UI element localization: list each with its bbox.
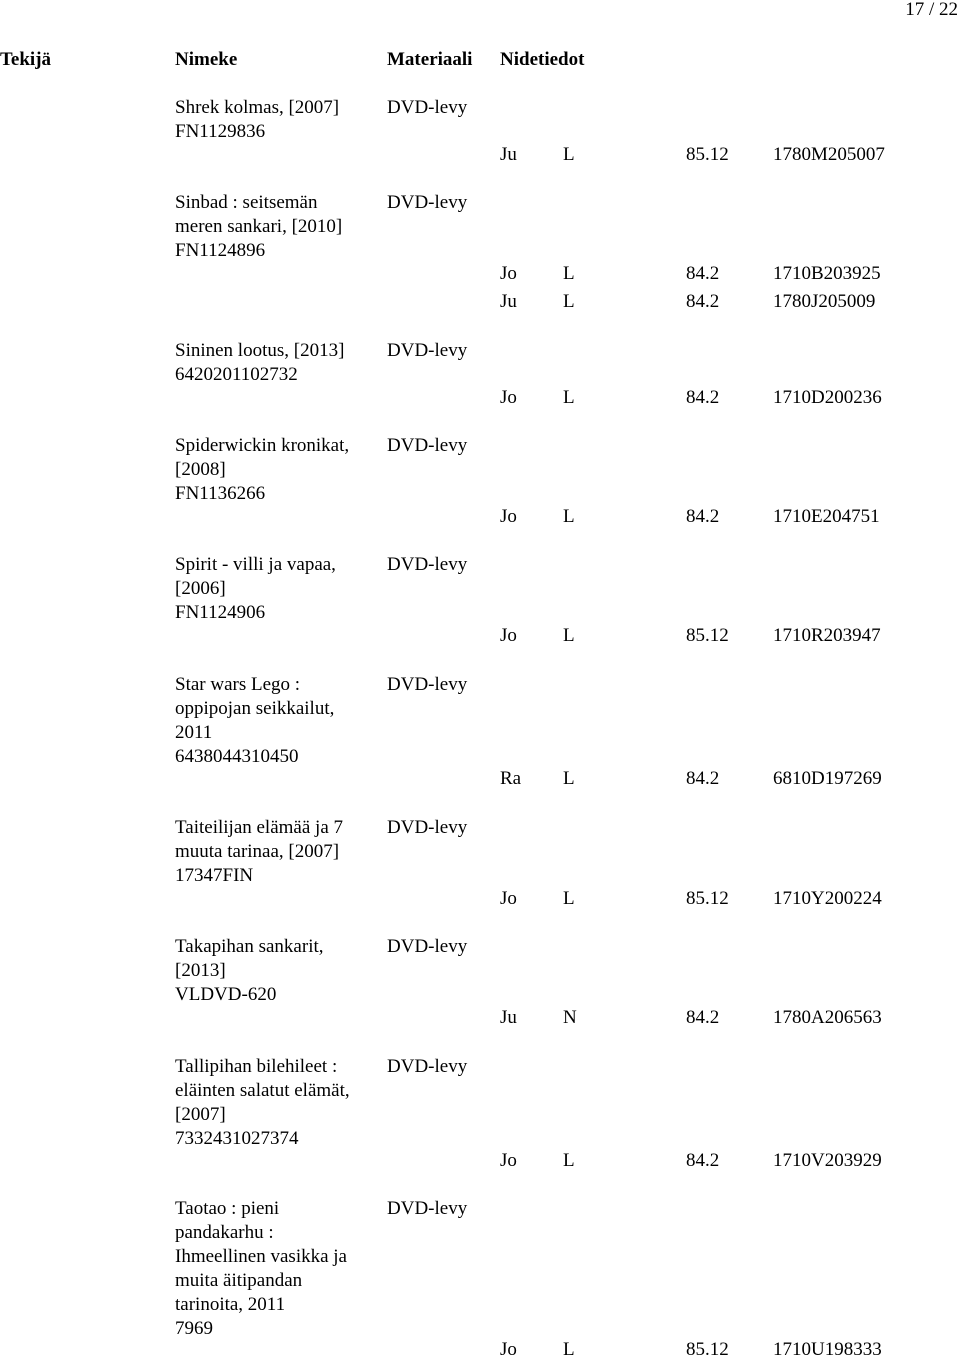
title-line: muita äitipandan <box>175 1270 303 1291</box>
title-line: tarinoita, 2011 <box>175 1294 286 1315</box>
title-line: muuta tarinaa, [2007] <box>175 841 340 862</box>
title-line: meren sankari, [2010] <box>175 216 343 237</box>
copy-loan: L <box>563 263 575 284</box>
title-line: Star wars Lego : <box>175 674 301 695</box>
copy-class: 85.12 <box>686 888 729 909</box>
copy-loan: N <box>563 1007 577 1028</box>
title-line: Takapihan sankarit, <box>175 936 324 957</box>
record-title <box>175 339 344 387</box>
record-material: DVD-levy <box>387 817 468 838</box>
record-title <box>175 816 343 888</box>
copy-branch: Jo <box>500 387 517 408</box>
record-material: DVD-levy <box>387 1056 468 1077</box>
copy-loan: L <box>563 625 575 646</box>
record-material: DVD-levy <box>387 340 468 361</box>
title-line: Taotao : pieni <box>175 1198 280 1219</box>
record-material: DVD-levy <box>387 97 468 118</box>
copy-id: 1710R203947 <box>773 625 881 646</box>
copy-id: 6810D197269 <box>773 768 882 789</box>
title-line: FN1124896 <box>175 240 266 261</box>
record-material: DVD-levy <box>387 674 468 695</box>
title-line: 17347FIN <box>175 865 254 886</box>
copy-class: 84.2 <box>686 291 720 312</box>
copy-branch: Ju <box>500 1007 517 1028</box>
copy-class: 85.12 <box>686 144 729 165</box>
copy-branch: Ju <box>500 144 517 165</box>
title-line: Spirit - villi ja vapaa, <box>175 554 336 575</box>
copy-branch: Jo <box>500 625 517 646</box>
record-title <box>175 553 336 625</box>
copy-loan: L <box>563 144 575 165</box>
copy-loan: L <box>563 768 575 789</box>
copy-branch: Ra <box>500 768 522 789</box>
title-line: 7969 <box>175 1318 213 1339</box>
record-title <box>175 434 349 506</box>
copy-branch: Jo <box>500 263 517 284</box>
copy-loan: L <box>563 888 575 909</box>
title-line: [2007] <box>175 1104 226 1125</box>
title-line: eläinten salatut elämät, <box>175 1080 350 1101</box>
page-number: 17 / 22 <box>905 0 958 20</box>
copy-class: 84.2 <box>686 506 720 527</box>
record-title <box>175 673 334 769</box>
copy-class: 85.12 <box>686 1339 729 1360</box>
title-line: FN1136266 <box>175 483 266 504</box>
record-material: DVD-levy <box>387 936 468 957</box>
record-title <box>175 1055 350 1151</box>
copy-id: 1780M205007 <box>773 144 885 165</box>
title-line: Ihmeellinen vasikka ja <box>175 1246 347 1267</box>
header-nidetiedot: Nidetiedot <box>500 49 585 70</box>
copy-loan: L <box>563 1339 575 1360</box>
copy-id: 1780A206563 <box>773 1007 882 1028</box>
title-line: pandakarhu : <box>175 1222 274 1243</box>
title-line: Taiteilijan elämää ja 7 <box>175 817 344 838</box>
title-line: 6420201102732 <box>175 364 298 385</box>
header-tekija: Tekijä <box>0 49 52 70</box>
record-material: DVD-levy <box>387 435 468 456</box>
copy-id: 1710U198333 <box>773 1339 882 1360</box>
copy-branch: Ju <box>500 291 517 312</box>
title-line: Tallipihan bilehileet : <box>175 1056 338 1077</box>
title-line: 7332431027374 <box>175 1128 299 1149</box>
title-line: FN1124906 <box>175 602 266 623</box>
title-line: oppipojan seikkailut, <box>175 698 335 719</box>
title-line: VLDVD-620 <box>175 984 277 1005</box>
header-nimeke: Nimeke <box>175 49 238 70</box>
record-material: DVD-levy <box>387 192 468 213</box>
record-title <box>175 191 342 263</box>
title-line: 6438044310450 <box>175 746 299 767</box>
copy-class: 84.2 <box>686 387 720 408</box>
record-material: DVD-levy <box>387 554 468 575</box>
record-title <box>175 935 324 1007</box>
copy-id: 1710D200236 <box>773 387 882 408</box>
title-line: [2008] <box>175 459 226 480</box>
copy-class: 84.2 <box>686 1007 720 1028</box>
copy-class: 84.2 <box>686 263 720 284</box>
header-materiaali: Materiaali <box>387 49 473 70</box>
record-title <box>175 96 339 144</box>
copy-id: 1710E204751 <box>773 506 880 527</box>
copy-loan: L <box>563 291 575 312</box>
copy-class: 85.12 <box>686 625 729 646</box>
title-line: [2006] <box>175 578 226 599</box>
copy-loan: L <box>563 1150 575 1171</box>
copy-branch: Jo <box>500 1150 517 1171</box>
copy-class: 84.2 <box>686 1150 720 1171</box>
copy-branch: Jo <box>500 506 517 527</box>
copy-loan: L <box>563 387 575 408</box>
copy-id: 1710B203925 <box>773 263 881 284</box>
copy-id: 1780J205009 <box>773 291 876 312</box>
title-line: [2013] <box>175 960 226 981</box>
title-line: Shrek kolmas, [2007] <box>175 97 340 118</box>
record-title <box>175 1197 347 1341</box>
title-line: Sinbad : seitsemän <box>175 192 318 213</box>
title-line: FN1129836 <box>175 121 266 142</box>
title-line: Spiderwickin kronikat, <box>175 435 350 456</box>
title-line: Sininen lootus, [2013] <box>175 340 345 361</box>
title-line: 2011 <box>175 722 213 743</box>
record-material: DVD-levy <box>387 1198 468 1219</box>
copy-id: 1710V203929 <box>773 1150 882 1171</box>
copy-loan: L <box>563 506 575 527</box>
copy-class: 84.2 <box>686 768 720 789</box>
copy-branch: Jo <box>500 1339 517 1360</box>
copy-id: 1710Y200224 <box>773 888 882 909</box>
copy-branch: Jo <box>500 888 517 909</box>
